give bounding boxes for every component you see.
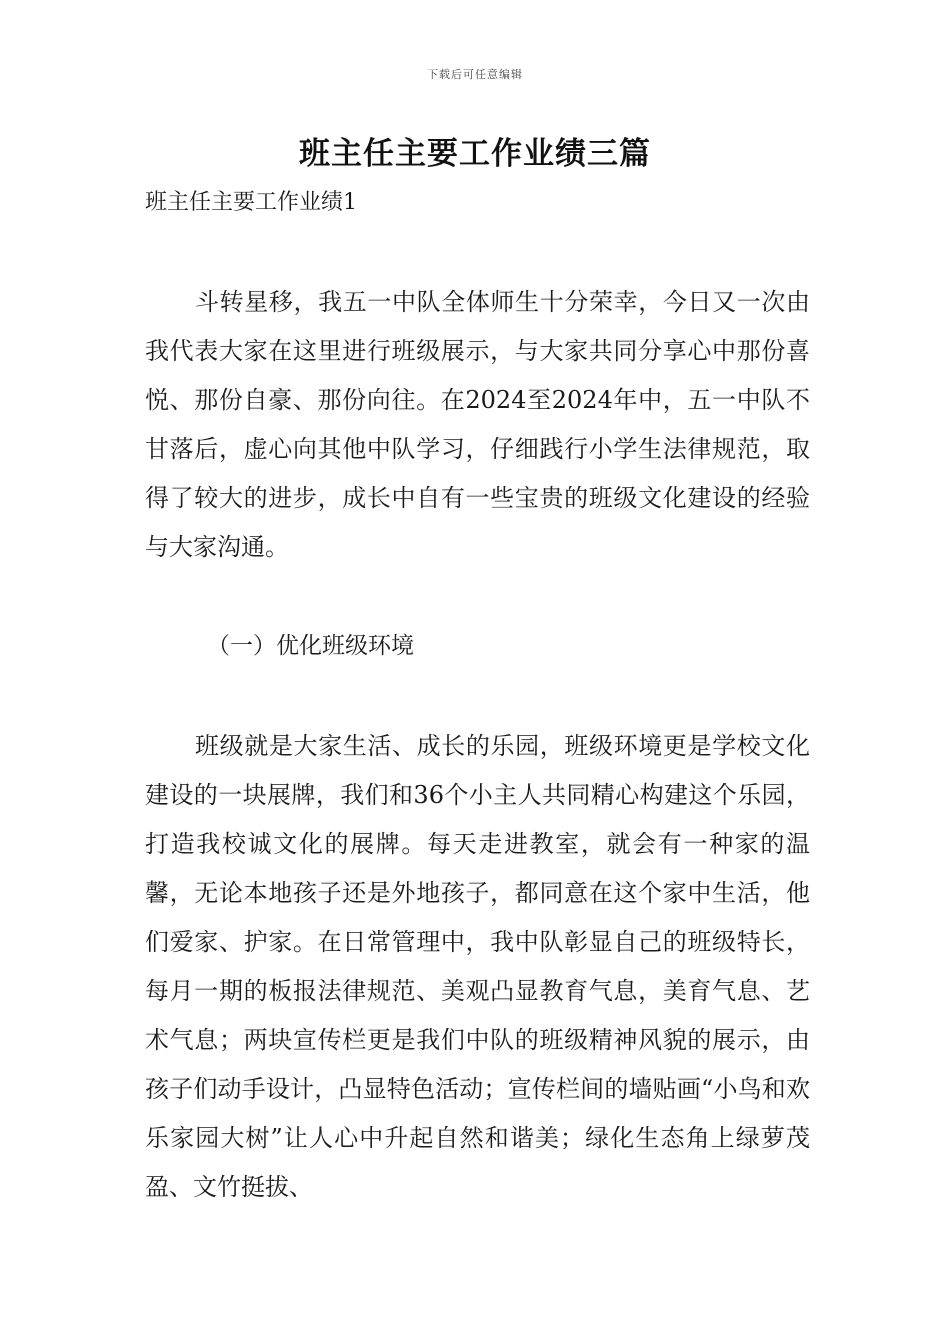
page-header-note: 下载后可任意编辑 (427, 68, 523, 81)
paragraph-class-environment: 班级就是大家生活、成长的乐园，班级环境更是学校文化建设的一块展牌，我们和36个小主人共同精心构建这个乐园，打造我校诚文化的展牌。每天走进教室，就会有一种家的温馨，无论本地孩子还是外地孩子，都同意在这个家中生活，他们爱家、护家。在日常管理中，我中队彰显自己的班级特长，每月一期的板报法律规范、美观凸显教育气息，美育气息、艺术气息；两块宣传栏更是我们中队的班级精神风貌的展示，由孩子们动手设计，凸显特色活动；宣传栏间的墙贴画“小鸟和欢乐家园大树”让人心中升起自然和谐美；绿化生态角上绿萝茂盈、文竹挺拔、 (145, 732, 810, 1201)
subheading-optimize-environment: （一）优化班级环境 (207, 633, 414, 659)
document-title: 班主任主要工作业绩三篇 (299, 136, 651, 172)
paragraph-intro: 斗转星移，我五一中队全体师生十分荣幸，今日又一次由我代表大家在这里进行班级展示，与大家共同分享心中那份喜悦、那份自豪、那份向往。在2024至2024年中，五一中队不甘落后，虚心向其他中队学习，仔细践行小学生法律规范，取得了较大的进步，成长中自有一些宝贵的班级文化建设的经验与大家沟通。 (145, 288, 810, 561)
section-title: 班主任主要工作业绩1 (145, 190, 357, 215)
